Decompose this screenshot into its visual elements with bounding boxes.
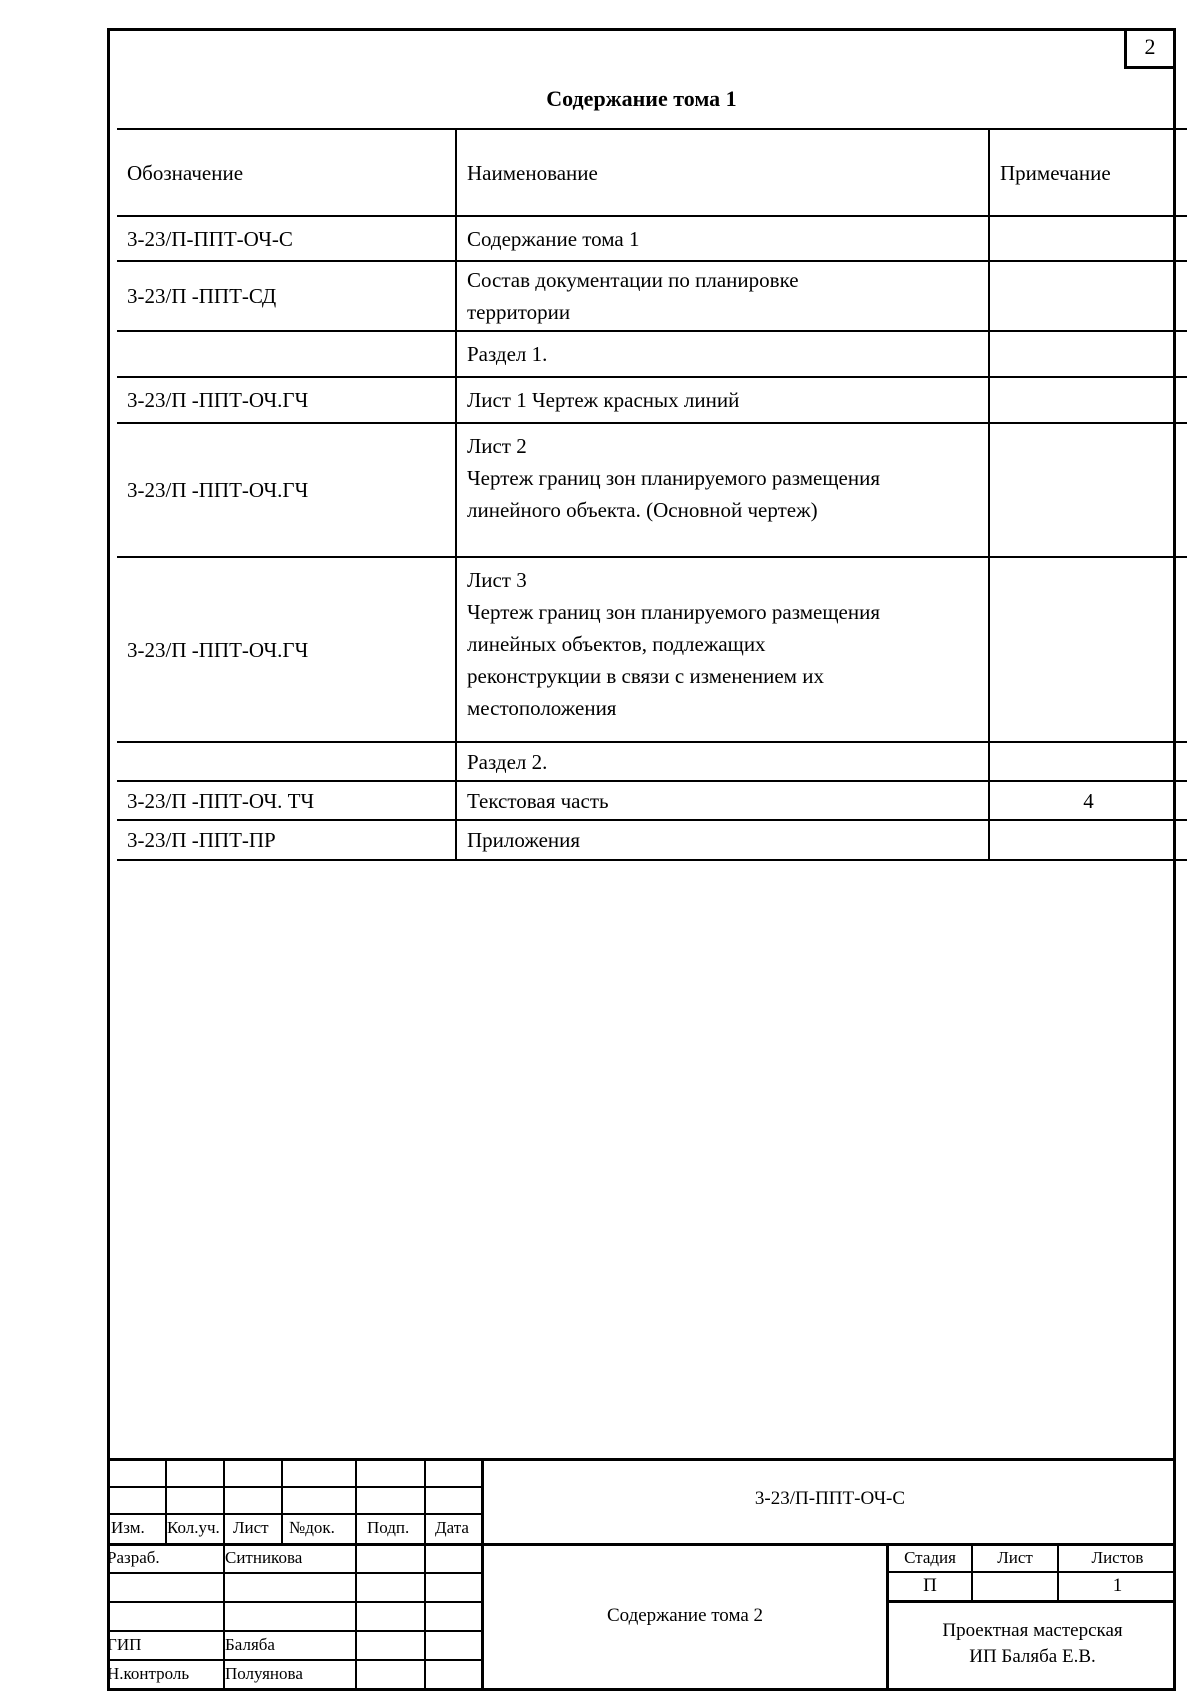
row-designation: 3-23/П -ППТ-ОЧ.ГЧ xyxy=(117,423,456,557)
row-name xyxy=(456,820,989,860)
table-row xyxy=(117,781,1187,820)
table-row xyxy=(117,377,1187,423)
row-name xyxy=(456,261,989,331)
table-row xyxy=(117,557,1187,742)
row-name-line: Раздел 2. xyxy=(467,749,548,774)
row-name xyxy=(456,557,989,742)
row-note xyxy=(989,377,1187,423)
row-name-line: Лист 2 xyxy=(467,434,527,458)
row-designation xyxy=(117,331,456,377)
row-name-line: Лист 3 xyxy=(467,568,527,592)
row-designation: 3-23/П -ППТ-ПР xyxy=(117,820,456,860)
stamp-col-data: Дата xyxy=(435,1518,469,1537)
row-name xyxy=(456,781,989,820)
row-note xyxy=(989,820,1187,860)
row-note xyxy=(989,423,1187,557)
row-name-line: Раздел 1. xyxy=(467,342,548,366)
table-row xyxy=(117,216,1187,261)
organization-name: Проектная мастерская xyxy=(942,1620,1123,1641)
row-name-line: Лист 1 Чертеж красных линий xyxy=(467,388,740,412)
stage-label: Стадия xyxy=(904,1548,956,1567)
stage-value: П xyxy=(923,1575,937,1596)
table-row xyxy=(117,423,1187,557)
name-gip: Баляба xyxy=(225,1635,275,1654)
table-row xyxy=(117,331,1187,377)
row-name-line: территории xyxy=(467,300,571,324)
row-name xyxy=(456,377,989,423)
header-name: Наименование xyxy=(456,129,989,216)
stamp-col-podp: Подп. xyxy=(367,1518,410,1537)
table-row xyxy=(117,261,1187,331)
stamp-col-izm: Изм. xyxy=(111,1518,145,1537)
row-name-line: Чертеж границ зон планируемого размещения xyxy=(467,600,880,624)
row-note xyxy=(989,557,1187,742)
organization-owner: ИП Баляба Е.В. xyxy=(969,1646,1096,1667)
row-note: 4 xyxy=(989,781,1187,820)
stamp-col-list: Лист xyxy=(233,1518,269,1537)
sheet-label: Лист xyxy=(997,1548,1033,1567)
row-designation xyxy=(117,742,456,781)
row-name-line: Приложения xyxy=(467,828,581,852)
role-norm-control: Н.контроль xyxy=(107,1664,190,1683)
row-name xyxy=(456,331,989,377)
row-name xyxy=(456,742,989,781)
row-designation: 3-23/П -ППТ-ОЧ.ГЧ xyxy=(117,557,456,742)
row-name-line: линейного объекта. (Основной чертеж) xyxy=(467,498,818,522)
row-designation: 3-23/П -ППТ-ОЧ.ГЧ xyxy=(117,377,456,423)
contents-table xyxy=(117,128,1187,861)
stamp-doc-name: Содержание тома 2 xyxy=(606,1605,764,1626)
sheets-value: 1 xyxy=(1112,1575,1123,1596)
row-name-line: реконструкции в связи с изменением их xyxy=(467,664,824,688)
role-developer: Разраб. xyxy=(107,1548,160,1567)
table-row xyxy=(117,742,1187,781)
row-designation: 3-23/П -ППТ-СД xyxy=(117,261,456,331)
row-name xyxy=(456,216,989,261)
row-name-line: линейных объектов, подлежащих xyxy=(467,632,766,656)
name-developer: Ситникова xyxy=(225,1548,303,1567)
row-designation: 3-23/П-ППТ-ОЧ-С xyxy=(117,216,456,261)
stamp-col-kol: Кол.уч. xyxy=(167,1518,220,1537)
name-norm-control: Полуянова xyxy=(225,1664,303,1683)
table-row xyxy=(117,820,1187,860)
row-note xyxy=(989,216,1187,261)
row-note xyxy=(989,742,1187,781)
row-note xyxy=(989,261,1187,331)
role-gip: ГИП xyxy=(107,1635,142,1654)
stamp-col-ndok: №док. xyxy=(289,1518,335,1537)
header-designation: Обозначение xyxy=(117,129,456,216)
row-name-line: Состав документации по планировке xyxy=(467,268,799,292)
page-title: Содержание тома 1 xyxy=(546,86,737,111)
row-designation: 3-23/П -ППТ-ОЧ. ТЧ xyxy=(117,781,456,820)
row-name xyxy=(456,423,989,557)
header-note: Примечание xyxy=(989,129,1187,216)
page-number: 2 xyxy=(1124,28,1176,69)
stamp-doc-code: 3-23/П-ППТ-ОЧ-С xyxy=(754,1488,906,1509)
row-name-line: Чертеж границ зон планируемого размещения xyxy=(467,466,880,490)
title-block xyxy=(107,1458,1176,1691)
sheets-label: Листов xyxy=(1091,1548,1144,1567)
row-name-line: Текстовая часть xyxy=(467,788,609,813)
table-header-row xyxy=(117,129,1187,216)
row-name-line: местоположения xyxy=(467,696,617,720)
row-name-line: Содержание тома 1 xyxy=(467,226,640,251)
row-note xyxy=(989,331,1187,377)
